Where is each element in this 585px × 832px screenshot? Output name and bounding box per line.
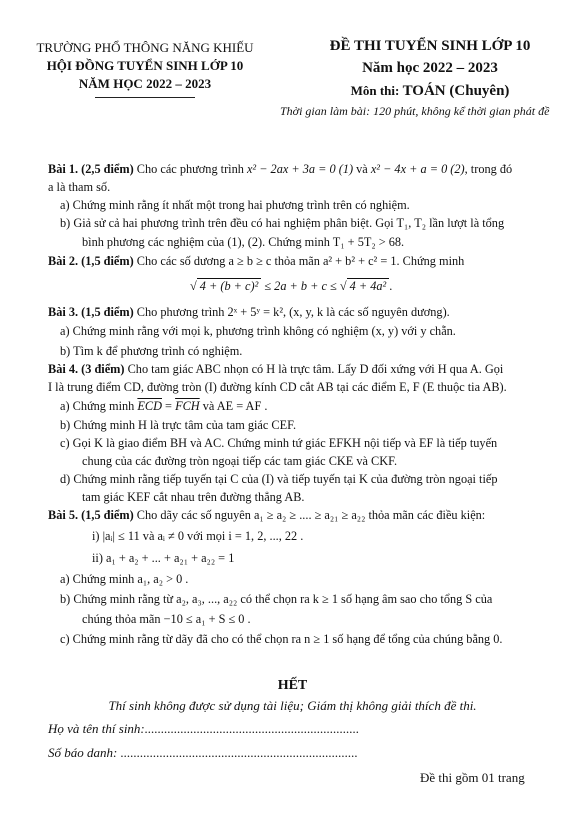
p2-ineq-right: 4 + 4a² [347, 278, 390, 293]
p5-cond-i: i) |aᵢ| ≤ 11 và aᵢ ≠ 0 với mọi i = 1, 2, ..., 22 . [92, 529, 304, 543]
subject-line [280, 82, 580, 100]
p3-text: Cho phương trình 2ˣ + 5ʸ = k², (x, y, k là các số nguyên dương). [133, 305, 450, 319]
header-divider-left [95, 97, 195, 98]
p3-intro [48, 305, 450, 319]
p1-intro-a: Cho các phương trình [133, 162, 247, 176]
time-note: Thời gian làm bài: 120 phút, không kể thời gian phát đề [280, 104, 550, 118]
school-name: TRƯỜNG PHỔ THÔNG NĂNG KHIẾU [36, 40, 254, 55]
p5-c: c) Chứng minh rằng từ dãy đã cho có thể chọn ra n ≥ 1 số hạng để tổng của chúng bằng 0. [60, 632, 503, 646]
candidate-id-line: Số báo danh: ......................................................................... [48, 745, 358, 760]
p4-c2: chung của các đường tròn ngoại tiếp các tam giác CKE và CKF. [82, 454, 398, 468]
p1-and: và [353, 162, 371, 176]
p1-a: a) Chứng minh rằng ít nhất một trong hai phương trình trên có nghiệm. [60, 198, 410, 212]
p4-a-eq: = [161, 399, 176, 413]
subject-value: TOÁN (Chuyên) [402, 83, 510, 99]
exam-title: ĐỀ THI TUYỂN SINH LỚP 10 [329, 38, 531, 54]
p1-eq1: x² − 2ax + 3a = 0 (1) [246, 162, 354, 176]
p4-a-pre: a) Chứng minh [60, 399, 138, 413]
p2-ineq-end: . [389, 279, 393, 293]
p4-a-arc2: $\overline{FCH}$ [175, 399, 200, 413]
p3-label: Bài 3. (1,5 điểm) [48, 305, 134, 319]
p1-b2: bình phương các nghiệm của (1), (2). Chứng minh T₁ + 5T₂ > 68. [82, 235, 405, 249]
candidate-name-line: Họ và tên thí sinh:.................................................................. [48, 721, 360, 736]
p2-ineq-left: 4 + (b + c)² [197, 278, 262, 293]
p1-b1: b) Giả sử cả hai phương trình trên đều có hai nghiệm phân biệt. Gọi T₁, T₂ lần lượt là tổng [60, 216, 505, 230]
year-left: NĂM HỌC 2022 – 2023 [78, 76, 212, 91]
p4-label: Bài 4. (3 điểm) [48, 362, 125, 376]
p4-a [60, 399, 267, 413]
subject-label: Môn thi: [350, 83, 403, 98]
p1-intro-b: , trong đó [464, 162, 513, 176]
end-marker: HẾT [277, 678, 308, 693]
p2-intro [48, 254, 464, 268]
p4-d1: d) Chứng minh rằng tiếp tuyến tại C của (I) và tiếp tuyến tại K của đường tròn ngoại tiếp [60, 472, 498, 486]
p1-eq2: x² − 4x + a = 0 (2) [370, 162, 465, 176]
p5-label: Bài 5. (1,5 điểm) [48, 508, 134, 522]
p1-param: a là tham số. [48, 180, 111, 194]
p5-b1: b) Chứng minh rằng từ a₂, a₃, ..., a₂₂ có thể chọn ra k ≥ 1 số hạng âm sao cho tổng S của [60, 592, 493, 606]
p2-text: Cho các số dương a ≥ b ≥ c thỏa mãn a² + b² + c² = 1. Chứng minh [133, 254, 465, 268]
p4-c1: c) Gọi K là giao điểm BH và AC. Chứng minh tứ giác EFKH nội tiếp và EF là tiếp tuyến [60, 436, 498, 450]
p4-text2: I là trung điểm CD, đường tròn (I) đường kính CD cắt AB tại các điểm E, F (E thuộc tia AB). [48, 380, 507, 394]
p5-a: a) Chứng minh a₁, a₂ > 0 . [60, 572, 189, 586]
p1-intro [48, 162, 512, 176]
year-right: Năm học 2022 – 2023 [362, 60, 498, 76]
p5-cond-ii: ii) a₁ + a₂ + ... + a₂₁ + a₂₂ = 1 [92, 551, 235, 565]
p4-d2: tam giác KEF cắt nhau trên đường thẳng AB. [82, 490, 305, 504]
p5-intro [48, 508, 485, 522]
p1-label: Bài 1. (2,5 điểm) [48, 162, 134, 176]
p4-text1: Cho tam giác ABC nhọn có H là trực tâm. Lấy D đối xứng với H qua A. Gọi [124, 362, 504, 376]
p5-b2: chúng thỏa mãn −10 ≤ a₁ + S ≤ 0 . [82, 612, 251, 626]
page-count: Đề thi gồm 01 trang [420, 770, 525, 785]
p4-b: b) Chứng minh H là trực tâm của tam giác CEF. [60, 418, 297, 432]
p2-inequality: √ 4 + (b + c)² ≤ 2a + b + c ≤ √ 4 + 4a² . [190, 279, 393, 293]
p5-text: Cho dãy các số nguyên a₁ ≥ a₂ ≥ .... ≥ a₂₁ ≥ a₂₂ thỏa mãn các điều kiện: [133, 508, 486, 522]
p2-label: Bài 2. (1,5 điểm) [48, 254, 134, 268]
p4-a-post: và AE = AF . [199, 399, 268, 413]
p4-a-arc1: $\overline{ECD}$ [137, 399, 162, 413]
p4-intro [48, 362, 503, 376]
p3-a: a) Chứng minh rằng với mọi k, phương trình không có nghiệm (x, y) với y chẵn. [60, 324, 456, 338]
exam-note: Thí sinh không được sử dụng tài liệu; Giám thị không giải thích đề thi. [108, 698, 477, 713]
p3-b: b) Tìm k để phương trình có nghiệm. [60, 344, 243, 358]
p2-ineq-mid: ≤ 2a + b + c ≤ [261, 279, 340, 293]
council-name: HỘI ĐỒNG TUYỂN SINH LỚP 10 [46, 58, 244, 73]
